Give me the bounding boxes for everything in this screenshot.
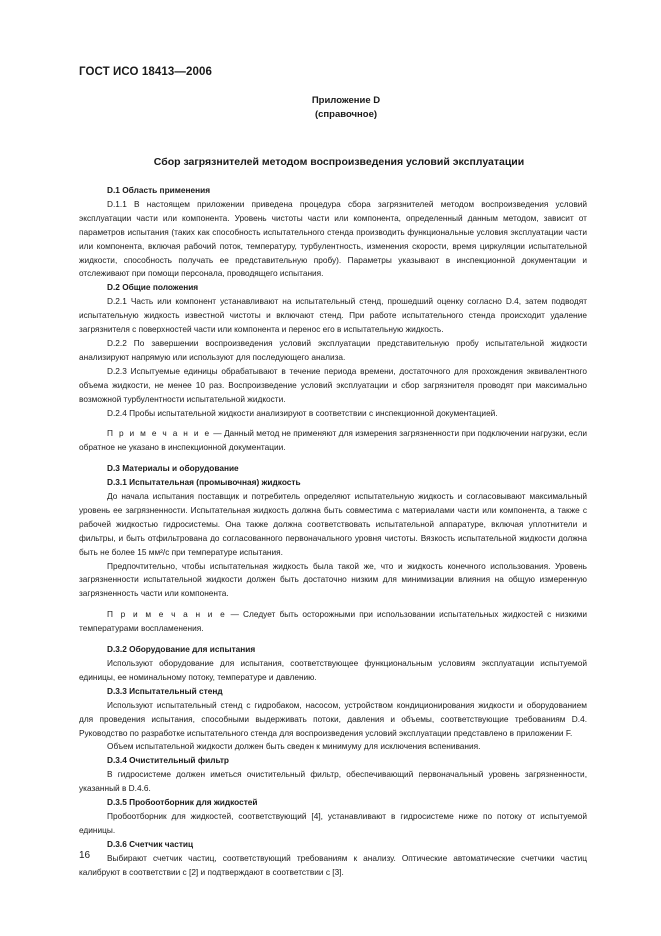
note-text: — Следует быть осторожными при использовании испытательных жидкостей с низкими температурами воспламенения. <box>79 609 587 634</box>
paragraph: D.2.1 Часть или компонент устанавливают на испытательный стенд, прошедший оценку согласно D.4, затем подводят испытательную жидкость известной чистоты и включают стенд. При работе испытательного стенда происходит удаление загрязнителя с поверхностей части или компонента и перенос его в испытательную жидкость. <box>79 296 587 335</box>
subsection-heading: D.3.4 Очистительный фильтр <box>107 755 229 766</box>
subsection-heading: D.3.2 Оборудование для испытания <box>107 644 256 655</box>
document-header: ГОСТ ИСО 18413—2006 <box>79 66 212 78</box>
document-body <box>79 184 587 880</box>
paragraph: Предпочтительно, чтобы испытательная жидкость была такой же, что и жидкость конечного использования. Уровень загрязненности испытательной жидкости должен быть достаточно низким для минимизации влияния на общую измеренную загрязненность части или компонента. <box>79 560 587 599</box>
subsection-heading: D.3.5 Пробоотборник для жидкостей <box>107 797 258 808</box>
note <box>79 608 587 636</box>
appendix-type: (справочное) <box>314 109 378 120</box>
subsection-heading: D.3.1 Испытательная (промывочная) жидкость <box>107 477 301 488</box>
subsection-heading: D.3.6 Счетчик частиц <box>107 838 194 849</box>
note-label: П р и м е ч а н и е <box>107 428 211 439</box>
paragraph: D.2.3 Испытуемые единицы обрабатывают в течение периода времени, достаточного для прохождения эквивалентного объема жидкости, не менее 10 раз. Воспроизведение условий эксплуатации и сбор загрязнителя проводят при максимально возможной турбулентности испытательной жидкости. <box>79 365 587 404</box>
section-heading: D.1 Область применения <box>107 185 211 195</box>
appendix-label <box>306 94 386 122</box>
section-heading: D.3 Материалы и оборудование <box>107 463 239 474</box>
paragraph: Объем испытательной жидкости должен быть сведен к минимуму для исключения вспенивания. <box>107 741 481 752</box>
paragraph: В гидросистеме должен иметься очистительный фильтр, обеспечивающий первоначальный уровень загрязненности, указанный в D.4.6. <box>79 769 587 794</box>
paragraph: Используют оборудование для испытания, соответствующее функциональным условиям эксплуатации испытуемой единицы, ее номинальному потоку, температуре и давлению. <box>79 658 587 682</box>
paragraph: D.2.4 Пробы испытательной жидкости анализируют в соответствии с инспекционной документацией. <box>107 407 498 418</box>
note-label: П р и м е ч а н и е <box>107 609 227 620</box>
subsection-heading: D.3.3 Испытательный стенд <box>107 685 223 696</box>
appendix-title: Приложение D <box>311 95 381 106</box>
paragraph: До начала испытания поставщик и потребитель определяют испытательную жидкость и согласовывают максимальный уровень ее загрязненности. Испытательная жидкость должна быть совместима с материалами части или компонента, а также с рабочей жидкостью гидросистемы. Она также должна соответствовать испытательной аппаратуре, включая уплотнители и фильтры, и быть отфильтрована до согласованного первоначального уровня чистоты. Вязкость испытательной жидкости должна быть не более 15 мм²/с при температуре испытания. <box>79 491 587 557</box>
paragraph: Пробоотборник для жидкостей, соответствующий [4], устанавливают в гидросистеме ниже по потоку от испытуемой единицы. <box>79 810 587 835</box>
paragraph: Используют испытательный стенд с гидробаком, насосом, устройством кондиционирования жидкости и оборудованием для проведения испытания, способными выдерживать потоки, давления и объемы, соответствующие требованиям D.4. Руководство по разработке испытательного стенда для воспроизведения условий эксплуатации представлено в приложении F. <box>79 699 587 738</box>
section-heading: D.2 Общие положения <box>107 282 199 293</box>
page-title: Сбор загрязнителей методом воспроизведения условий эксплуатации <box>153 156 525 168</box>
paragraph: D.2.2 По завершении воспроизведения условий эксплуатации представительную пробу испытательной жидкости анализируют напрямую или используют для последующего анализа. <box>79 337 587 362</box>
page-number: 16 <box>79 850 91 861</box>
paragraph: D.1.1 В настоящем приложении приведена процедура сбора загрязнителей методом воспроизведения условий эксплуатации части или компонента. Уровень чистоты части или компонента, определенный данным методом, зависит от параметров испытания (таких как способность испытательного стенда производить функциональные условия эксплуатации части или компонента, включая рабочий поток, температуру, турбулентность, изменения скорости, время циркуляции испытательной жидкости, способность получать ее представительную пробу). Параметры указывают в инспекционной документации и отслеживают при помощи персонала, проводящего испытания. <box>79 198 587 279</box>
paragraph: Выбирают счетчик частиц, соответствующий требованиям к анализу. Оптические автоматические счетчики частиц калибруют в соответствии с [2] и подтверждают в соответствии с [3]. <box>79 852 587 877</box>
note-text: — Данный метод не применяют для измерения загрязненности при подключении нагрузки, если обратное не указано в инспекционной документации. <box>79 428 587 453</box>
note <box>79 427 587 455</box>
